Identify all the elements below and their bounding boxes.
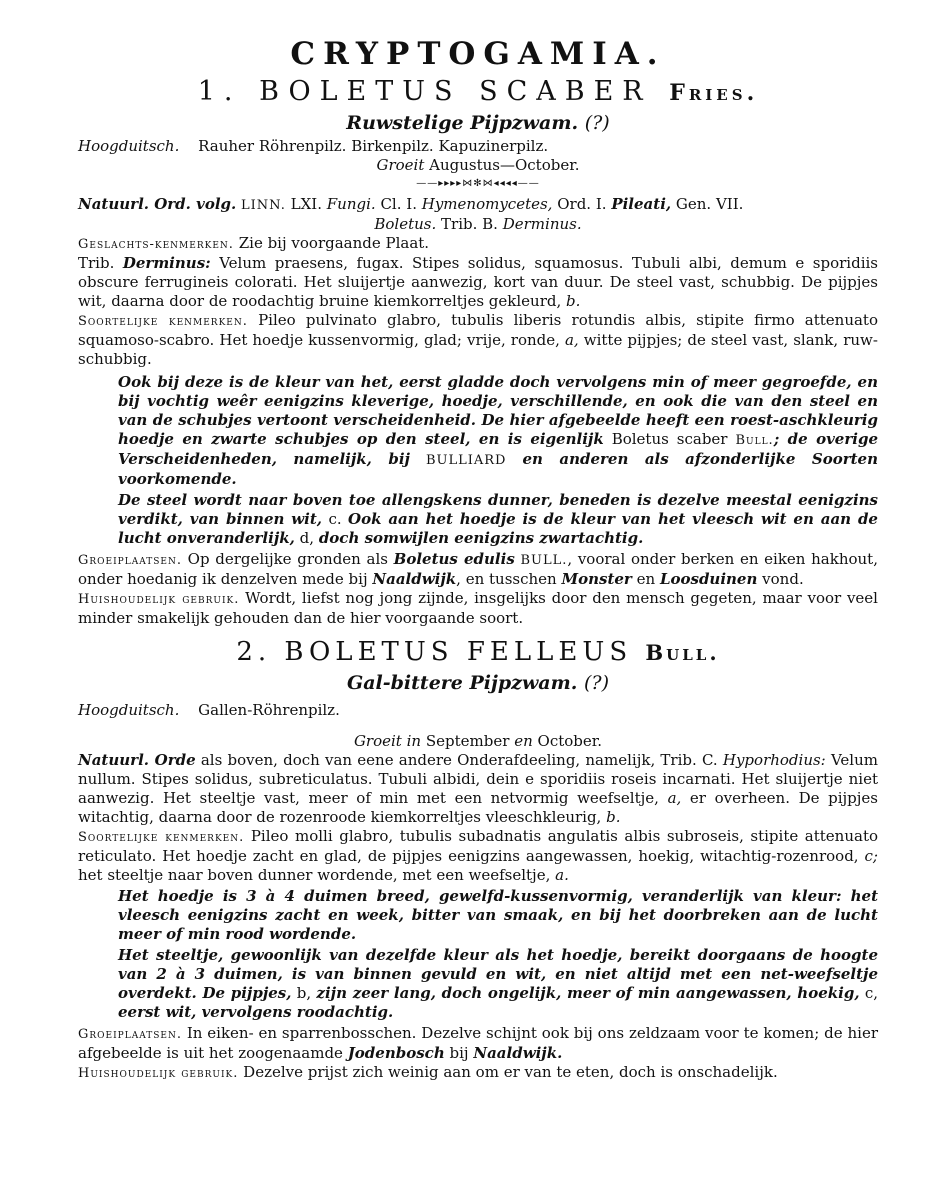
species-1-season: Groeit Augustus—October. bbox=[376, 156, 580, 174]
ornament-divider: ——▸▸▸▸⋈✻⋈◂◂◂◂—— bbox=[416, 178, 540, 189]
species-1-classification-line2: Boletus. Trib. B. Derminus. bbox=[374, 215, 582, 233]
species-2-author: Bull. bbox=[645, 640, 720, 665]
section-heading: CRYPTOGAMIA. bbox=[290, 36, 666, 72]
species-2-classification: Natuurl. Orde als boven, doch van eene andere Onderafdeeling, namelijk, Trib. C. Hyporhodius: Velum nullum. Stipes solidus, subreticulatus. Tubuli albidi, dein e sporidiis roseis incarnati. Het sluijertje niet aanwezig. Het steeltje vast, meer of min met een netvormig weefseltje, a, er overheen. De pijpjes witachtig, daarna door de rozenroode kiemkorreltjes vleeschkleurig, b. bbox=[78, 751, 878, 826]
species-2-species-characters: Soortelijke kenmerken. Pileo molli glabro, tubulis subadnatis angulatis albis subroseis, stipite attenuato reticulato. Het hoedje zacht en glad, de pijpjes eenigzins aangewassen, hoekig, witachtig-rozenrood, c; het steeltje naar boven dunner wordende, met een weefseltje, a. bbox=[78, 827, 879, 884]
species-1-number: 1. bbox=[197, 76, 242, 107]
species-2-household-use: Huishoudelijk gebruik. Dezelve prijst zich weinig aan om er van te eten, doch is onschadelijk. bbox=[78, 1063, 778, 1081]
species-2-season: Groeit in September en October. bbox=[353, 732, 603, 750]
species-1-author: Fries. bbox=[669, 80, 759, 106]
species-1-description-2: De steel wordt naar boven toe allengskens dunner, beneden is dezelve meestal eenigzins verdikt, van binnen wit, c. Ook aan het hoedje is de kleur van het vleesch wit en aan de lucht onveranderlijk, d, doch somwijlen eenigzins zwartachtig. bbox=[118, 491, 878, 547]
species-2-number: 2. bbox=[236, 637, 272, 667]
species-2-dutch-name: Gal-bittere Pijpzwam. (?) bbox=[347, 672, 609, 694]
german-label: Hoogduitsch. bbox=[78, 137, 180, 155]
species-2-description-1: Het hoedje is 3 à 4 duimen breed, gewelfd-kussenvormig, veranderlijk van kleur: het vleesch eenigzins zacht en week, bitter van smaak, en bij het doorbreken aan de lucht meer of min rood wordende. bbox=[118, 887, 878, 943]
document-page bbox=[78, 34, 878, 1083]
species-2-habitat: Groeiplaatsen. In eiken- en sparrenbosschen. Dezelve schijnt ook bij ons zeldzaam voor te komen; de hier afgebeelde is uit het zoogenaamde Jodenbosch bij Naaldwijk. bbox=[78, 1024, 878, 1062]
species-2-heading bbox=[78, 634, 878, 671]
species-2-description-2: Het steeltje, gewoonlijk van dezelfde kleur als het hoedje, bereikt doorgaans de hoogte van 2 à 3 duimen, is van binnen gevuld en wit, en niet altijd met een net-weefseltje overdekt. De pijpjes, b, zijn zeer lang, doch ongelijk, meer of min aangewassen, hoekig, c, eerst wit, vervolgens roodachtig. bbox=[118, 946, 878, 1021]
species-2-name: BOLETUS FELLEUS bbox=[284, 637, 633, 667]
species-1-classification: Natuurl. Ord. volg. LINN. LXI. Fungi. Cl. I. Hymenomycetes, Ord. I. Pileati, Gen. VII. bbox=[78, 195, 744, 213]
species-2-german-name: Hoogduitsch. Gallen-Röhrenpilz. bbox=[78, 701, 340, 719]
species-1-household-use: Huishoudelijk gebruik. Wordt, liefst nog jong zijnde, insgelijks door den mensch gegeten, maar voor veel minder smakelijk gehouden dan de hier voorgaande soort. bbox=[78, 589, 878, 627]
species-1-genus-characters: Geslachts-kenmerken. Zie bij voorgaande Plaat. bbox=[78, 234, 430, 252]
species-1-species-characters: Soortelijke kenmerken. Pileo pulvinato glabro, tubulis liberis rotundis albis, stipite firmo attenuato squamoso-scabro. Het hoedje kussenvormig, glad; vrije, ronde, a, witte pijpjes; de steel vast, slank, ruw-schubbig. bbox=[78, 311, 878, 368]
species-1-habitat: Groeiplaatsen. Op dergelijke gronden als Boletus edulis BULL., vooral onder berken en eiken hakhout, onder hoedanig ik denzelven mede bij Naaldwijk, en tusschen Monster en Loosduinen vond. bbox=[78, 550, 878, 588]
species-1-heading bbox=[78, 74, 878, 111]
species-1-tribe: Trib. Derminus: Velum praesens, fugax. Stipes solidus, squamosus. Tubuli albi, demum e sporidiis obscure ferrugineis colorati. Het sluijertje aanwezig, kort van duur. De steel vast, schubbig. De pijpjes wit, daarna door de roodachtig bruine kiemkorreltjes gekleurd, b. bbox=[78, 254, 878, 310]
species-1-german-names: Hoogduitsch. Rauher Röhrenpilz. Birkenpilz. Kapuzinerpilz. bbox=[78, 137, 549, 155]
species-1-description-1: Ook bij deze is de kleur van het, eerst gladde doch vervolgens min of meer gegroefde, en bij vochtig weêr eenigzins kleverige, hoedje, verschillende, en ook die van den steel en van de schubjes vertoont verscheidenheid. De hier afgebeelde heeft een roest-aschkleurig hoedje en zwarte schubjes op den steel, en is eigenlijk Boletus scaber Bull.; de overige Verscheidenheden, namelijk, bij BULLIARD en anderen als afzonderlijke Soorten voorkomende. bbox=[118, 373, 878, 488]
species-1-name: BOLETUS SCABER bbox=[259, 76, 652, 107]
german-label: Hoogduitsch. bbox=[78, 701, 180, 719]
species-1-dutch-name: Ruwstelige Pijpzwam. (?) bbox=[346, 112, 610, 134]
